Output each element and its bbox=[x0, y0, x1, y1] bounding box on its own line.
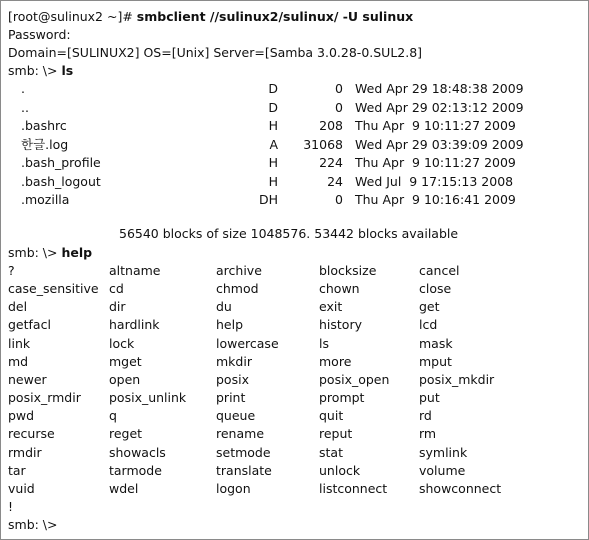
help-command-item: case_sensitive bbox=[8, 281, 99, 296]
file-size: 0 bbox=[335, 81, 343, 96]
help-command-item: posix_rmdir bbox=[8, 390, 81, 405]
smb-prompt: smb: \> bbox=[8, 245, 62, 260]
help-command-item: lowercase bbox=[216, 336, 279, 351]
help-command: help bbox=[61, 245, 93, 260]
help-command-item: put bbox=[419, 390, 440, 405]
help-command-item: showacls bbox=[109, 445, 166, 460]
file-date: Thu Apr 9 10:11:27 2009 bbox=[355, 118, 516, 133]
help-command-item: showconnect bbox=[419, 481, 502, 496]
help-command-item: mask bbox=[419, 336, 453, 351]
help-command-item: chmod bbox=[216, 281, 259, 296]
file-name: 한글.log bbox=[21, 137, 69, 152]
help-command-item: mget bbox=[109, 354, 142, 369]
help-command-item: stat bbox=[319, 445, 343, 460]
smb-prompt: smb: \> bbox=[8, 63, 62, 78]
help-command-item: ! bbox=[8, 499, 14, 514]
help-command-item: setmode bbox=[216, 445, 271, 460]
help-command-item: posix_open bbox=[319, 372, 390, 387]
help-command-item: lcd bbox=[419, 317, 438, 332]
help-command-item: rm bbox=[419, 426, 437, 441]
file-attribute: H bbox=[268, 174, 278, 189]
file-size: 0 bbox=[335, 100, 343, 115]
help-command-item: queue bbox=[216, 408, 256, 423]
help-command-item: more bbox=[319, 354, 352, 369]
file-date: Thu Apr 9 10:16:41 2009 bbox=[355, 192, 516, 207]
file-date: Wed Jul 9 17:15:13 2008 bbox=[355, 174, 514, 189]
help-command-item: tar bbox=[8, 463, 26, 478]
help-command-item: logon bbox=[216, 481, 251, 496]
file-name: .bash_profile bbox=[21, 155, 101, 170]
help-command-item: rd bbox=[419, 408, 432, 423]
help-command-item: hardlink bbox=[109, 317, 160, 332]
help-command-item: recurse bbox=[8, 426, 55, 441]
ls-summary-line: 56540 blocks of size 1048576. 53442 blocks available bbox=[119, 226, 459, 241]
file-date: Wed Apr 29 18:48:38 2009 bbox=[355, 81, 524, 96]
help-command-line bbox=[8, 244, 92, 262]
file-attribute: DH bbox=[258, 192, 278, 207]
help-command-item: q bbox=[109, 408, 117, 423]
help-command-item: reget bbox=[109, 426, 143, 441]
domain-info-line: Domain=[SULINUX2] OS=[Unix] Server=[Samba 3.0.28-0.SUL2.8] bbox=[8, 45, 423, 60]
password-label: Password: bbox=[8, 27, 71, 42]
help-command-item: link bbox=[8, 336, 31, 351]
file-size: 208 bbox=[319, 118, 343, 133]
help-command-item: ls bbox=[319, 336, 329, 351]
shell-prompt: [root@sulinux2 ~]# bbox=[8, 9, 137, 24]
file-attribute: D bbox=[268, 81, 278, 96]
help-command-item: posix bbox=[216, 372, 249, 387]
file-date: Wed Apr 29 02:13:12 2009 bbox=[355, 100, 524, 115]
help-command-item: prompt bbox=[319, 390, 365, 405]
help-command-item: get bbox=[419, 299, 440, 314]
help-command-item: pwd bbox=[8, 408, 35, 423]
smbclient-command: smbclient //sulinux2/sulinux/ -U sulinux bbox=[136, 9, 414, 24]
help-command-item: symlink bbox=[419, 445, 468, 460]
ls-command: ls bbox=[61, 63, 74, 78]
help-command-item: vuid bbox=[8, 481, 35, 496]
final-prompt-line[interactable] bbox=[8, 516, 61, 534]
help-command-item: print bbox=[216, 390, 246, 405]
smb-prompt: smb: \> bbox=[8, 517, 62, 532]
file-size: 31068 bbox=[303, 137, 343, 152]
help-command-item: translate bbox=[216, 463, 272, 478]
file-name: .mozilla bbox=[21, 192, 70, 207]
help-command-item: mput bbox=[419, 354, 452, 369]
file-attribute: D bbox=[268, 100, 278, 115]
file-name: . bbox=[21, 81, 25, 96]
help-command-item: close bbox=[419, 281, 452, 296]
help-command-item: chown bbox=[319, 281, 360, 296]
file-attribute: A bbox=[269, 137, 278, 152]
help-command-item: history bbox=[319, 317, 362, 332]
help-command-item: tarmode bbox=[109, 463, 162, 478]
file-size: 224 bbox=[319, 155, 343, 170]
help-command-item: help bbox=[216, 317, 244, 332]
help-command-item: archive bbox=[216, 263, 262, 278]
help-command-item: unlock bbox=[319, 463, 361, 478]
help-command-item: posix_unlink bbox=[109, 390, 187, 405]
help-command-item: blocksize bbox=[319, 263, 377, 278]
help-command-item: listconnect bbox=[319, 481, 388, 496]
login-command-line bbox=[8, 8, 413, 26]
file-name: .bashrc bbox=[21, 118, 67, 133]
help-command-item: ? bbox=[8, 263, 15, 278]
help-command-item: getfacl bbox=[8, 317, 51, 332]
help-command-item: quit bbox=[319, 408, 344, 423]
help-command-item: mkdir bbox=[216, 354, 252, 369]
help-command-item: exit bbox=[319, 299, 343, 314]
file-size: 0 bbox=[335, 192, 343, 207]
file-date: Wed Apr 29 03:39:09 2009 bbox=[355, 137, 524, 152]
file-name: .bash_logout bbox=[21, 174, 101, 189]
help-command-item: md bbox=[8, 354, 29, 369]
help-command-item: volume bbox=[419, 463, 466, 478]
file-name: .. bbox=[21, 100, 29, 115]
help-command-item: dir bbox=[109, 299, 126, 314]
ls-command-line bbox=[8, 62, 73, 80]
help-command-item: posix_mkdir bbox=[419, 372, 495, 387]
file-attribute: H bbox=[268, 118, 278, 133]
help-command-item: du bbox=[216, 299, 232, 314]
help-command-item: reput bbox=[319, 426, 353, 441]
help-command-item: altname bbox=[109, 263, 161, 278]
help-command-item: open bbox=[109, 372, 141, 387]
help-command-item: rename bbox=[216, 426, 265, 441]
help-command-item: lock bbox=[109, 336, 135, 351]
help-command-item: wdel bbox=[109, 481, 139, 496]
file-date: Thu Apr 9 10:11:27 2009 bbox=[355, 155, 516, 170]
help-command-item: cancel bbox=[419, 263, 460, 278]
help-command-item: cd bbox=[109, 281, 124, 296]
file-size: 24 bbox=[327, 174, 343, 189]
help-command-item: newer bbox=[8, 372, 47, 387]
help-command-item: del bbox=[8, 299, 28, 314]
file-attribute: H bbox=[268, 155, 278, 170]
help-command-item: rmdir bbox=[8, 445, 42, 460]
